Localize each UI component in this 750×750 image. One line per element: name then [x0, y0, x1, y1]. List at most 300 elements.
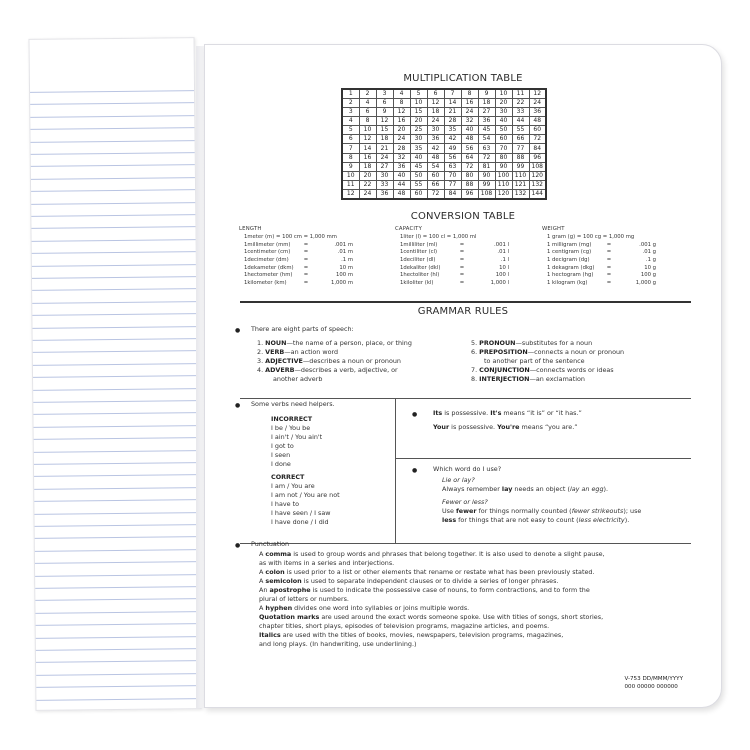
ruled-line [34, 425, 198, 428]
table-cell: 16 [461, 99, 478, 108]
item-number: 6. [471, 348, 478, 356]
punctuation-line [259, 631, 605, 640]
part-of-speech-item [471, 375, 614, 384]
table-cell: 35 [444, 126, 461, 135]
table-cell: 100 [495, 171, 512, 180]
incorrect-item: I done [271, 460, 291, 468]
punctuation-list [259, 550, 605, 649]
parts-right-list [471, 339, 624, 357]
conversion-value: .1 g [645, 257, 656, 264]
conversion-equals: = [459, 264, 465, 271]
table-cell: 8 [342, 153, 359, 162]
bottom-divider [240, 543, 691, 544]
conversion-value: 1,000 g [635, 280, 656, 287]
conversion-value: .01 m [337, 249, 353, 256]
table-cell: 45 [478, 126, 495, 135]
table-cell: 81 [478, 162, 495, 171]
table-cell: 15 [410, 108, 427, 117]
punctuation-post: is used prior to a list or other elements that rename or restate what has been previously stated. [284, 568, 595, 576]
helpers-intro: Some verbs need helpers. [251, 400, 335, 408]
item-description: —an action word [284, 348, 339, 356]
item-description: —connects a noun or pronoun [527, 348, 625, 356]
conversion-unit: 1meter (m) = 100 cm = 1,000 mm [244, 234, 337, 240]
table-cell: 54 [478, 135, 495, 144]
table-row [342, 162, 546, 171]
conversion-row [542, 234, 746, 242]
ruled-line [31, 140, 195, 143]
table-row [342, 89, 546, 99]
table-cell: 14 [444, 99, 461, 108]
incorrect-head: INCORRECT [271, 415, 313, 423]
conversion-unit: 1kilometer (km) [244, 280, 287, 287]
ruled-line [30, 90, 194, 93]
footer-number: 000 00000 000000 [624, 684, 678, 690]
table-cell: 20 [495, 99, 512, 108]
table-cell: 12 [427, 99, 444, 108]
footer-code: V-753 DD/MMM/YYYY [624, 676, 683, 682]
table-cell: 40 [410, 153, 427, 162]
ruled-line [36, 636, 200, 639]
table-row [342, 108, 546, 117]
conversion-unit: 1millimeter (mm) [244, 241, 291, 248]
ruled-line [31, 152, 195, 155]
conversion-unit: 1dekaliter (dkl) [400, 264, 441, 271]
punctuation-term: colon [265, 568, 285, 576]
ruled-line [35, 549, 199, 552]
item-term: INTERJECTION [479, 375, 530, 383]
table-cell: 7 [444, 89, 461, 99]
parts-intro: There are eight parts of speech: [251, 325, 354, 333]
incorrect-item: I ain't / You ain't [271, 433, 323, 441]
table-cell: 12 [529, 89, 546, 99]
punctuation-term: semicolon [265, 577, 302, 585]
table-cell: 66 [427, 180, 444, 189]
ruled-line [34, 450, 198, 453]
punctuation-post: divides one word into syllables or joins multiple words. [292, 604, 470, 612]
table-cell: 72 [461, 162, 478, 171]
table-cell: 42 [427, 144, 444, 153]
table-row [342, 117, 546, 126]
table-cell: 16 [359, 153, 376, 162]
ruled-line [34, 512, 198, 515]
conversion-value: 1,000 m [330, 280, 353, 287]
table-cell: 50 [410, 171, 427, 180]
ruled-line [36, 648, 200, 651]
your-rule: Your is possessive. You're means “you are.” [433, 423, 578, 431]
conversion-value: 100 g [640, 272, 656, 279]
table-cell: 64 [461, 153, 478, 162]
table-cell: 121 [512, 180, 529, 189]
ruled-line [31, 202, 195, 205]
table-cell: 6 [427, 89, 444, 99]
item-number: 4. [257, 366, 264, 374]
table-cell: 12 [393, 108, 410, 117]
table-cell: 120 [529, 171, 546, 180]
table-cell: 36 [529, 108, 546, 117]
item-term: VERB [265, 348, 285, 356]
conversion-unit: 1centimeter (cm) [244, 249, 291, 256]
punctuation-line [259, 586, 605, 595]
punctuation-term: hyphen [265, 604, 293, 612]
table-cell: 3 [342, 108, 359, 117]
table-cell: 16 [393, 117, 410, 126]
punctuation-post: is used to group words and phrases that belong together. It is also used to denote a slight pause, [291, 550, 605, 558]
part-of-speech-item [257, 339, 412, 348]
incorrect-item: I be / You be [271, 424, 311, 432]
table-cell: 84 [529, 144, 546, 153]
table-cell: 44 [393, 180, 410, 189]
conversion-equals: = [459, 241, 465, 248]
item-term: PRONOUN [479, 339, 516, 347]
bullet-icon: ● [412, 467, 418, 474]
table-cell: 33 [512, 108, 529, 117]
conversion-equals: = [606, 257, 612, 264]
table-cell: 24 [359, 189, 376, 199]
bullet-icon: ● [235, 542, 241, 549]
table-cell: 18 [427, 108, 444, 117]
table-cell: 20 [410, 117, 427, 126]
table-cell: 35 [410, 144, 427, 153]
item-description: —an exclamation [529, 375, 585, 383]
table-cell: 55 [410, 180, 427, 189]
punctuation-term: Quotation marks [259, 613, 320, 621]
part-of-speech-item [471, 366, 614, 375]
table-cell: 84 [444, 189, 461, 199]
box-divider [396, 458, 691, 459]
ruled-line [30, 115, 194, 118]
table-cell: 132 [512, 189, 529, 199]
item-number: 5. [471, 339, 478, 347]
table-cell: 36 [427, 135, 444, 144]
table-cell: 18 [376, 135, 393, 144]
part-of-speech-item [257, 348, 412, 357]
table-cell: 8 [359, 117, 376, 126]
table-cell: 110 [512, 171, 529, 180]
ruled-line [32, 264, 196, 267]
conversion-unit: 1 gram (g) = 100 cg = 1,000 mg [547, 234, 635, 240]
table-cell: 9 [478, 89, 495, 99]
conversion-unit: 1milliliter (ml) [400, 241, 438, 248]
conversion-equals: = [303, 249, 309, 256]
ruled-line [32, 276, 196, 279]
conversion-unit: 1decimeter (dm) [244, 257, 289, 264]
item-number: 2. [257, 348, 264, 356]
ruled-line [35, 599, 199, 602]
table-cell: 8 [461, 89, 478, 99]
ruled-line [36, 673, 200, 676]
punctuation-post: chapter titles, short plays, episodes of television programs, magazine articles, and poems. [259, 622, 550, 630]
punctuation-post: are used with the titles of books, movies, newspapers, television programs, magazines, [280, 631, 564, 639]
ruled-line [35, 561, 199, 564]
table-cell: 88 [461, 180, 478, 189]
ruled-line [35, 586, 199, 589]
ruled-line [35, 574, 199, 577]
punctuation-line [259, 559, 605, 568]
table-cell: 72 [529, 135, 546, 144]
conversion-head: WEIGHT [542, 226, 565, 232]
ruled-line [32, 313, 196, 316]
table-cell: 6 [376, 99, 393, 108]
table-cell: 40 [495, 117, 512, 126]
table-cell: 36 [393, 162, 410, 171]
table-cell: 6 [359, 108, 376, 117]
conversion-equals: = [606, 264, 612, 271]
table-cell: 30 [410, 135, 427, 144]
table-cell: 48 [393, 189, 410, 199]
conversion-title: CONVERSION TABLE [410, 211, 516, 222]
punctuation-line [259, 640, 605, 649]
conversion-value: .01 l [497, 249, 509, 256]
table-cell: 108 [478, 189, 495, 199]
item-description: —describes a noun or pronoun [302, 357, 401, 365]
correct-item: I am / You are [271, 482, 315, 490]
table-cell: 11 [342, 180, 359, 189]
table-cell: 45 [410, 162, 427, 171]
conversion-row [542, 257, 746, 265]
conversion-value: 10 g [644, 264, 656, 271]
conversion-equals: = [459, 257, 465, 264]
grammar-title: GRAMMAR RULES [417, 306, 509, 317]
ruled-line [32, 251, 196, 254]
conversion-head: CAPACITY [395, 226, 423, 232]
conversion-equals [692, 234, 706, 242]
table-cell: 24 [461, 108, 478, 117]
correct-list [271, 482, 340, 527]
part-of-speech-item [471, 348, 624, 357]
ruled-line [32, 239, 196, 242]
correct-item: I have done / I did [271, 518, 329, 526]
conversion-unit: 1 hectogram (hg) [547, 272, 594, 279]
table-cell: 12 [376, 117, 393, 126]
ruled-line [31, 189, 195, 192]
table-row [342, 180, 546, 189]
table-cell: 10 [342, 171, 359, 180]
ruled-line [35, 524, 199, 527]
punctuation-pre: A [259, 550, 266, 558]
table-cell: 24 [393, 135, 410, 144]
punctuation-line [259, 595, 605, 604]
conversion-equals: = [303, 241, 309, 248]
conversion-divider [240, 301, 691, 303]
ruled-line [31, 177, 195, 180]
table-cell: 28 [444, 117, 461, 126]
ruled-line [33, 400, 197, 403]
table-cell: 7 [342, 144, 359, 153]
conversion-value: .1 l [500, 257, 509, 264]
punctuation-pre: A [259, 577, 266, 585]
table-cell: 27 [376, 162, 393, 171]
conversion-equals: = [459, 272, 465, 279]
fewer-head: Fewer or less? [442, 498, 488, 506]
conversion-equals: = [303, 272, 309, 279]
table-row [342, 135, 546, 144]
conversion-unit: 1liter (l) = 100 cl = 1,000 ml [400, 234, 477, 240]
table-cell: 4 [342, 117, 359, 126]
table-cell: 1 [342, 89, 359, 99]
fewer-rule: Use fewer for things normally counted (fewer strikeouts); use [442, 507, 642, 515]
correct-head: CORRECT [271, 473, 305, 481]
table-cell: 10 [495, 89, 512, 99]
table-cell: 24 [427, 117, 444, 126]
conversion-equals: = [459, 280, 465, 287]
table-cell: 9 [376, 108, 393, 117]
table-cell: 32 [393, 153, 410, 162]
punctuation-post: is used to separate independent clauses or to divide a series of longer phrases. [301, 577, 559, 585]
table-cell: 2 [359, 89, 376, 99]
table-cell: 120 [495, 189, 512, 199]
table-cell: 36 [478, 117, 495, 126]
ruled-line [31, 214, 195, 217]
conversion-row [542, 249, 746, 257]
conversion-unit: 1 decigram (dg) [547, 257, 590, 264]
table-cell: 42 [444, 135, 461, 144]
table-cell: 90 [495, 162, 512, 171]
punctuation-pre: An [259, 586, 270, 594]
parts-left-cont: another adverb [273, 375, 323, 383]
table-cell: 10 [410, 99, 427, 108]
item-number: 3. [257, 357, 264, 365]
punctuation-term: apostrophe [269, 586, 311, 594]
conversion-equals: = [606, 272, 612, 279]
table-cell: 99 [478, 180, 495, 189]
conversion-value: 100 m [336, 272, 353, 279]
ruled-line [36, 661, 200, 664]
table-cell: 20 [359, 171, 376, 180]
table-cell: 32 [461, 117, 478, 126]
table-cell: 99 [512, 162, 529, 171]
lie-rule: Always remember lay needs an object (lay an egg). [442, 485, 609, 493]
table-cell: 60 [427, 171, 444, 180]
ruled-line [30, 127, 194, 130]
table-cell: 108 [529, 162, 546, 171]
table-cell: 48 [427, 153, 444, 162]
table-cell: 21 [444, 108, 461, 117]
table-cell: 30 [427, 126, 444, 135]
ruled-line [31, 227, 195, 230]
conversion-unit: 1 milligram (mg) [547, 241, 592, 248]
table-cell: 55 [512, 126, 529, 135]
table-row [342, 171, 546, 180]
table-cell: 56 [444, 153, 461, 162]
ruled-line [30, 103, 194, 106]
item-term: CONJUNCTION [479, 366, 530, 374]
bullet-icon: ● [412, 411, 418, 418]
table-cell: 11 [512, 89, 529, 99]
punctuation-line [259, 604, 605, 613]
table-cell: 18 [478, 99, 495, 108]
conversion-unit: 1centiliter (cl) [400, 249, 438, 256]
table-cell: 30 [495, 108, 512, 117]
correct-item: I am not / You are not [271, 491, 340, 499]
table-cell: 72 [427, 189, 444, 199]
table-cell: 25 [410, 126, 427, 135]
conversion-unit: 1 dekagram (dkg) [547, 264, 595, 271]
table-cell: 72 [478, 153, 495, 162]
table-cell: 4 [359, 99, 376, 108]
ruled-line [34, 475, 198, 478]
conversion-value: .001 m [334, 241, 353, 248]
punctuation-term: Italics [259, 631, 281, 639]
ruled-line [33, 388, 197, 391]
incorrect-list [271, 424, 322, 469]
bullet-icon: ● [235, 402, 241, 409]
table-cell: 77 [512, 144, 529, 153]
lie-head: Lie or lay? [442, 476, 475, 484]
table-cell: 66 [512, 135, 529, 144]
punctuation-line [259, 622, 605, 631]
table-cell: 110 [495, 180, 512, 189]
parts-left-list [257, 339, 412, 375]
conversion-value: 1,000 l [490, 280, 509, 287]
conversion-unit: 1dekameter (dkm) [244, 264, 294, 271]
conversion-value: 10 m [339, 264, 353, 271]
ruled-line [33, 375, 197, 378]
conversion-unit: 1kiloliter (kl) [400, 280, 434, 287]
incorrect-item: I got to [271, 442, 294, 450]
ruled-line [33, 326, 197, 329]
ruled-line [31, 165, 195, 168]
punctuation-line [259, 568, 605, 577]
table-row [342, 99, 546, 108]
table-cell: 12 [359, 135, 376, 144]
table-row [342, 153, 546, 162]
table-cell: 6 [342, 135, 359, 144]
item-description: —substitutes for a noun [515, 339, 593, 347]
part-of-speech-item [471, 339, 624, 348]
punctuation-post: as with items in a series and interjections. [259, 559, 395, 567]
item-term: NOUN [265, 339, 287, 347]
conversion-unit: 1 kilogram (kg) [547, 280, 588, 287]
item-number: 1. [257, 339, 264, 347]
part-of-speech-item [257, 357, 412, 366]
ruled-line [33, 363, 197, 366]
conversion-value: .001 l [494, 241, 509, 248]
item-term: ADJECTIVE [265, 357, 303, 365]
ruled-line [36, 698, 200, 701]
conversion-value: .01 g [642, 249, 656, 256]
table-cell: 70 [495, 144, 512, 153]
table-cell: 63 [444, 162, 461, 171]
parts-right2-list [471, 366, 614, 384]
table-cell: 36 [376, 189, 393, 199]
part-of-speech-item [257, 366, 412, 375]
table-cell: 5 [410, 89, 427, 99]
item-description: —describes a verb, adjective, or [294, 366, 398, 374]
table-cell: 4 [393, 89, 410, 99]
table-cell: 60 [495, 135, 512, 144]
punctuation-term: comma [265, 550, 292, 558]
table-cell: 48 [529, 117, 546, 126]
conversion-row [542, 280, 746, 288]
punctuation-post: and long plays. (In handwriting, use underlining.) [259, 640, 417, 648]
conversion-head: LENGTH [239, 226, 262, 232]
table-row [342, 189, 546, 199]
ruled-line [33, 351, 197, 354]
multiplication-table [341, 88, 547, 200]
conversion-equals: = [303, 264, 309, 271]
ruled-line [34, 499, 198, 502]
table-cell: 48 [461, 135, 478, 144]
parts-right-cont: to another part of the sentence [484, 357, 585, 365]
table-cell: 77 [444, 180, 461, 189]
table-cell: 60 [410, 189, 427, 199]
table-cell: 24 [376, 153, 393, 162]
item-number: 7. [471, 366, 478, 374]
table-cell: 49 [444, 144, 461, 153]
its-rule: Its is possessive. It's means “it is” or “it has.” [433, 409, 582, 417]
item-term: ADVERB [265, 366, 295, 374]
table-cell: 70 [444, 171, 461, 180]
